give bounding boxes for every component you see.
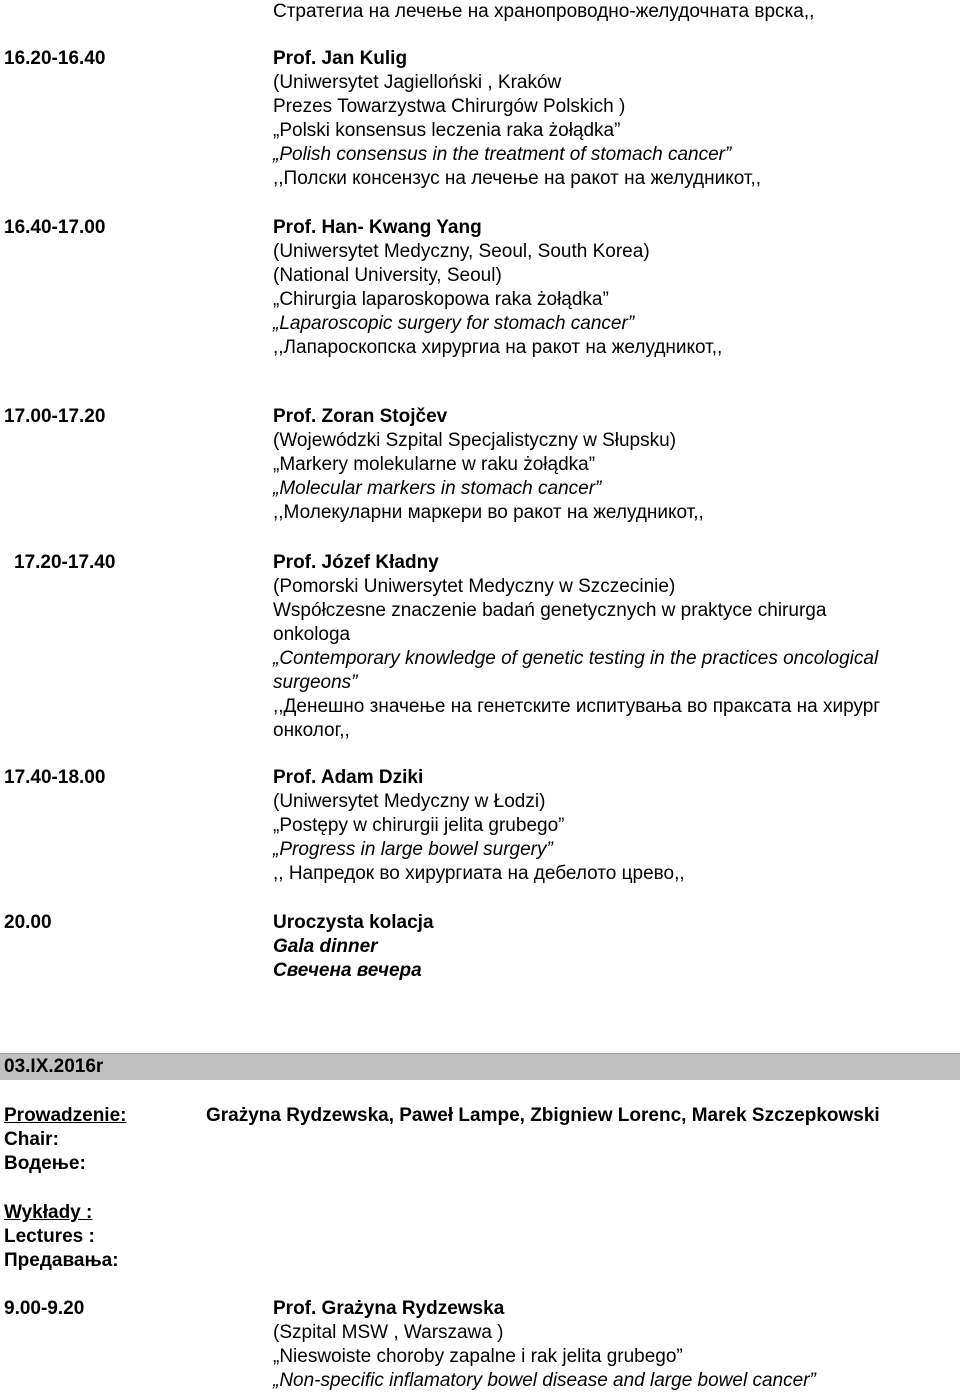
lectures-label-pl: Wykłady : bbox=[4, 1202, 93, 1223]
day-header-date: 03.IX.2016r bbox=[4, 1056, 104, 1077]
speaker-name: Józef Kładny bbox=[316, 552, 439, 573]
lecture-title-mk: ,,Лапароскопска хирургиа на ракот на желудникот,, bbox=[273, 337, 723, 358]
speaker-name: Grażyna Rydzewska bbox=[316, 1298, 505, 1319]
session-time: 17.40-18.00 bbox=[4, 767, 106, 788]
session-time: 16.20-16.40 bbox=[4, 48, 106, 69]
session-details bbox=[273, 216, 722, 360]
day-header-bar bbox=[0, 1053, 960, 1080]
chair-names: Grażyna Rydzewska, Paweł Lampe, Zbigniew Lorenc, Marek Szczepkowski bbox=[206, 1105, 880, 1126]
lecture-title-pl: „Markery molekularne w raku żołądka” bbox=[273, 454, 596, 475]
session-time: 17.20-17.40 bbox=[14, 552, 116, 573]
dinner-title-pl: Uroczysta kolacja bbox=[273, 912, 434, 933]
lectures-label-en: Lectures : bbox=[4, 1226, 95, 1247]
prof-title: Prof. bbox=[273, 767, 317, 788]
lecture-title-mk: ,,Денешно значење на генетските испитувања во праксата на хирург bbox=[273, 696, 881, 717]
lecture-title-en: „Contemporary knowledge of genetic testing in the practices oncological bbox=[273, 648, 879, 669]
lecture-title-pl: „Nieswoiste choroby zapalne i rak jelita grubego” bbox=[273, 1346, 683, 1367]
session-details bbox=[273, 47, 761, 191]
lecture-title-mk: ,, Напредок во хирургиата на дебелото црево,, bbox=[273, 863, 685, 884]
lecture-title-en: „Progress in large bowel surgery” bbox=[273, 839, 553, 860]
lecture-title-pl: „Polski konsensus leczenia raka żołądka” bbox=[273, 120, 621, 141]
lecture-title-pl: Współczesne znaczenie badań genetycznych w praktyce chirurga bbox=[273, 600, 827, 621]
dinner-details bbox=[273, 911, 434, 983]
lecture-title-mk: ,,Полски консензус на лечење на ракот на желудникот,, bbox=[273, 168, 762, 189]
dinner-title-en: Gala dinner bbox=[273, 936, 378, 957]
lecture-title-en: „Laparoscopic surgery for stomach cancer” bbox=[273, 313, 635, 334]
lecture-title-en: „Non-specific inflamatory bowel disease and large bowel cancer” bbox=[273, 1370, 816, 1391]
session-time: 17.00-17.20 bbox=[4, 406, 106, 427]
lectures-labels bbox=[4, 1201, 119, 1273]
affiliation: (Uniwersytet Medyczny w Łodzi) bbox=[273, 791, 546, 812]
session-details bbox=[273, 405, 704, 525]
affiliation-secondary: (National University, Seoul) bbox=[273, 265, 502, 286]
continued-lecture-title: Стратегиа на лечење на хранопроводно-желудочната врска,, bbox=[273, 1, 815, 22]
chair-label-mk: Водење: bbox=[4, 1153, 86, 1174]
dinner-time: 20.00 bbox=[4, 912, 52, 933]
session-time: 16.40-17.00 bbox=[4, 217, 106, 238]
lecture-title-en: „Molecular markers in stomach cancer” bbox=[273, 478, 602, 499]
session-time: 9.00-9.20 bbox=[4, 1298, 85, 1319]
lecture-title-mk-cont: онколог,, bbox=[273, 720, 350, 741]
speaker-name: Han- Kwang Yang bbox=[316, 217, 482, 238]
lecture-title-en-cont: surgeons” bbox=[273, 672, 358, 693]
affiliation: (Pomorski Uniwersytet Medyczny w Szczecinie) bbox=[273, 576, 676, 597]
speaker-name: Zoran Stojčev bbox=[316, 406, 448, 427]
lecture-title-en: „Polish consensus in the treatment of stomach cancer” bbox=[273, 144, 732, 165]
lectures-label-mk: Предавања: bbox=[4, 1250, 119, 1271]
prof-title: Prof. bbox=[273, 48, 317, 69]
chair-label-en: Chair: bbox=[4, 1129, 59, 1150]
session-details bbox=[273, 766, 685, 886]
session-details bbox=[273, 1297, 816, 1393]
affiliation-role: Prezes Towarzystwa Chirurgów Polskich ) bbox=[273, 96, 626, 117]
prof-title: Prof. bbox=[273, 1298, 317, 1319]
dinner-title-mk: Свечена вечера bbox=[273, 960, 422, 981]
speaker-name: Jan Kulig bbox=[316, 48, 408, 69]
lecture-title-mk: ,,Молекуларни маркери во ракот на желудникот,, bbox=[273, 502, 704, 523]
chair-labels bbox=[4, 1104, 126, 1176]
lecture-title-pl: „Postępy w chirurgii jelita grubego” bbox=[273, 815, 565, 836]
prof-title: Prof. bbox=[273, 217, 317, 238]
session-details bbox=[273, 551, 880, 743]
prof-title: Prof. bbox=[273, 552, 317, 573]
speaker-name: Adam Dziki bbox=[316, 767, 424, 788]
affiliation: (Szpital MSW , Warszawa ) bbox=[273, 1322, 504, 1343]
chair-label-pl: Prowadzenie: bbox=[4, 1105, 127, 1126]
lecture-title-pl: „Chirurgia laparoskopowa raka żołądka” bbox=[273, 289, 609, 310]
prof-title: Prof. bbox=[273, 406, 317, 427]
lecture-title-pl-cont: onkologa bbox=[273, 624, 351, 645]
affiliation: (Uniwersytet Jagielloński , Kraków bbox=[273, 72, 562, 93]
affiliation: (Uniwersytet Medyczny, Seoul, South Korea) bbox=[273, 241, 650, 262]
affiliation: (Wojewódzki Szpital Specjalistyczny w Słupsku) bbox=[273, 430, 677, 451]
